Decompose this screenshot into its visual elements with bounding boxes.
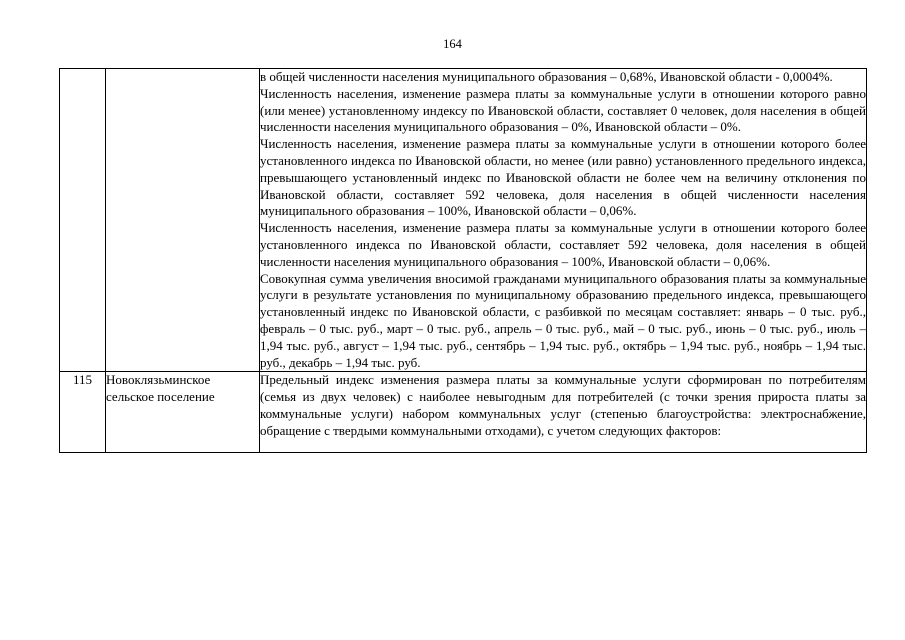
description-cell <box>260 69 867 372</box>
paragraph: Численность населения, изменение размера платы за коммунальные услуги в отношении которого равно (или менее) установленному индексу по Ивановской области, составляет 0 человек, доля населения в общей численности населения муниципального образования – 0%, Ивановской области – 0%. <box>260 85 866 135</box>
table-row <box>60 69 867 372</box>
municipality-name-cell <box>106 69 260 372</box>
paragraph: Численность населения, изменение размера платы за коммунальные услуги в отношении которого более установленного индекса по Ивановской области, но менее (или равно) установленного предельного индекса, превышающего установленный индекс по Ивановской области не более чем на величину отклонения по Ивановской области, составляет 592 человека, доля населения в общей численности населения муниципального образования – 100%, Ивановской области – 0,06%. <box>260 136 866 219</box>
municipality-name-cell: Новоклязьминское сельское поселение <box>106 372 260 453</box>
paragraph: Совокупная сумма увеличения вносимой гражданами муниципального образования платы за коммунальные услуги в результате установления по муниципальному образованию предельного индекса, превышающего установленный индекс по Ивановской области, с разбивкой по месяцам составляет: январь – 0 тыс. руб., февраль – 0 тыс. руб., март – 0 тыс. руб., апрель – 0 тыс. руб., май – 0 тыс. руб., июнь – 0 тыс. руб., июль – 1,94 тыс. руб., август – 1,94 тыс. руб., сентябрь – 1,94 тыс. руб., октябрь – 1,94 тыс. руб., ноябрь – 1,94 тыс. руб., декабрь – 1,94 тыс. руб. <box>260 270 866 370</box>
row-number-cell: 115 <box>60 372 106 453</box>
paragraph: Численность населения, изменение размера платы за коммунальные услуги в отношении которого более установленного индекса по Ивановской области, составляет 592 человека, доля населения в общей численности населения муниципального образования – 100%, Ивановской области – 0,06%. <box>260 220 866 269</box>
paragraph: Предельный индекс изменения размера платы за коммунальные услуги сформирован по потребителям (семья из двух человек) с наиболее невыгодным для потребителей (с точки зрения прироста платы за коммунальные услуги) набором коммунальных услуг (степенью благоустройства: электроснабжение, обращение с твердыми коммунальными отходами), с учетом следующих факторов: <box>260 372 866 438</box>
row-number-cell <box>60 69 106 372</box>
paragraph: в общей численности населения муниципального образования – 0,68%, Ивановской области - 0,0004%. <box>260 69 833 84</box>
description-cell <box>260 372 867 453</box>
municipalities-table <box>59 68 867 453</box>
page-number: 164 <box>443 37 462 51</box>
table-row <box>60 372 867 453</box>
